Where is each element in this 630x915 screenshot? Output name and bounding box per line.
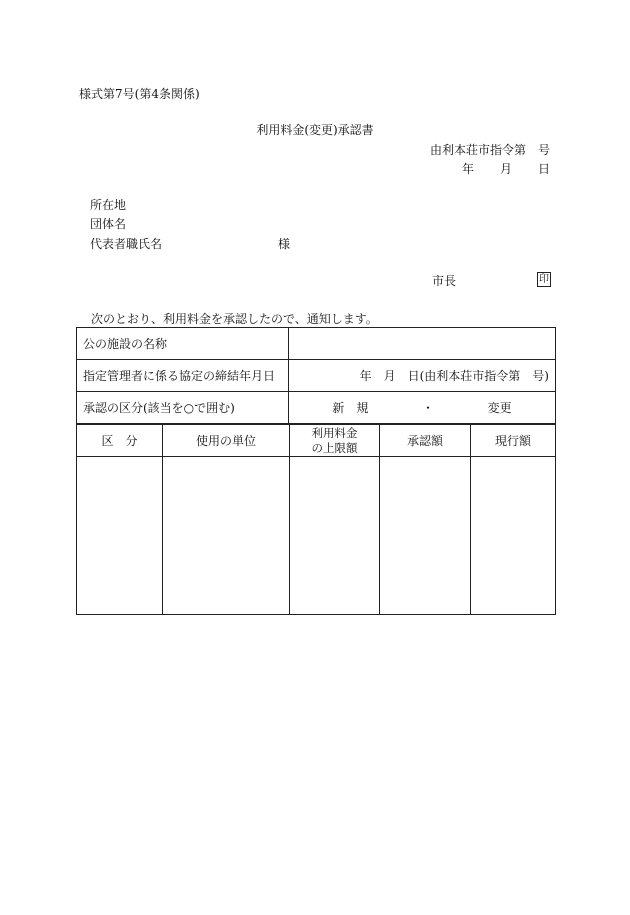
document-title: 利用料金(変更)承認書 (256, 123, 374, 137)
option-separator: ・ (421, 401, 434, 415)
notice-text: 次のとおり、利用料金を承認したので、通知します。 (91, 312, 378, 326)
table-row (77, 392, 556, 424)
category-cell[interactable] (77, 457, 163, 615)
header-fee-limit-line2: の上限額 (311, 440, 358, 455)
form-number: 様式第7号(第4条関係) (79, 87, 200, 101)
mayor-title: 市長 (432, 274, 457, 288)
form-info-table (76, 327, 556, 424)
facility-name-label: 公の施設の名称 (77, 328, 289, 360)
header-category: 区 分 (77, 425, 163, 457)
agreement-date-label: 指定管理者に係る協定の締結年月日 (77, 360, 289, 392)
agreement-date-value[interactable]: 年 月 日(由利本荘市指令第 号) (289, 360, 556, 392)
approval-type-options (289, 392, 556, 424)
approved-amount-cell[interactable] (380, 457, 471, 615)
fee-table-header (77, 425, 556, 457)
fee-limit-cell[interactable] (290, 457, 380, 615)
option-new[interactable]: 新 規 (332, 401, 369, 415)
year-label: 年 (461, 162, 474, 176)
issue-date (462, 163, 550, 175)
representative-label: 代表者職氏名 (90, 237, 163, 251)
header-fee-limit-line1: 利用料金 (311, 425, 358, 440)
table-row (77, 360, 556, 392)
option-change[interactable]: 変更 (487, 401, 512, 415)
facility-name-value[interactable] (289, 328, 556, 360)
current-amount-cell[interactable] (471, 457, 556, 615)
header-fee-limit (290, 425, 380, 457)
approval-type-label: 承認の区分(該当を○で囲む) (77, 392, 289, 424)
fee-table (76, 424, 556, 615)
group-name-label: 団体名 (90, 217, 127, 231)
usage-unit-cell[interactable] (163, 457, 290, 615)
header-current-amount: 現行額 (471, 425, 556, 457)
day-label: 日 (537, 162, 550, 176)
table-row (77, 457, 556, 615)
address-label: 所在地 (90, 198, 127, 212)
month-label: 月 (499, 162, 512, 176)
header-usage-unit: 使用の単位 (163, 425, 290, 457)
table-row (77, 328, 556, 360)
honorific: 様 (278, 237, 291, 251)
issuer-reference: 由利本荘市指令第 号 (429, 143, 550, 157)
seal-stamp: 印 (539, 274, 549, 285)
header-approved-amount: 承認額 (380, 425, 471, 457)
